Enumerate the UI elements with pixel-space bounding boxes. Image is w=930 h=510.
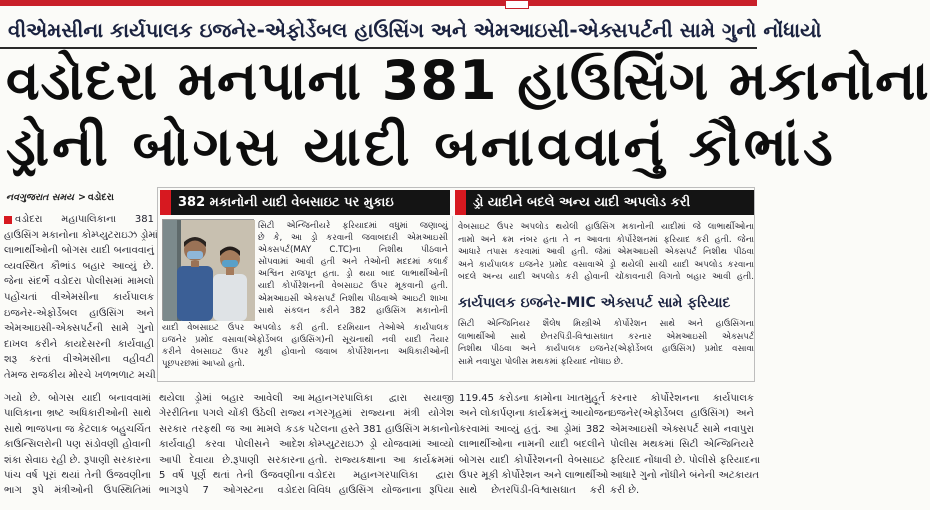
article-line: મહાનગરપાલિકા દ્વારા સયાજી <box>308 393 454 404</box>
article-line: થયેલા ડ્રોમાં બહાર આવેલી આ <box>159 393 305 404</box>
article-line: ભાગરૂપે 7 ઓગસ્ટના વડોદરા <box>159 485 305 497</box>
article-line: ફરિયાદ નોંધાવી છે. પોલીસે ફરિયાદના <box>610 454 761 466</box>
sidebar-website-text-beside-photo <box>258 220 448 317</box>
sub-headline: વીએમસીના કાર્યપાલક ઇજનેર-એફોર્ડેબલ હાઉસિંગ અને એમઆઇસી-એક્સપર્ટની સામે ગુનો નોંધાયો <box>8 18 822 42</box>
article-line: સાથે ભાજપના જ કેટલાક બહુચર્ચિત <box>4 423 151 435</box>
article-line: કરવામાં આવ્યું હતું. આ ડ્રોમાં 382 <box>459 423 605 435</box>
article-line: હાઉસિંગ મકાનોના કોમ્પ્યુટરાઇઝ ડ્રોમાં <box>4 229 158 241</box>
sidebar-website-title: 382 મકાનોની યાદી વેબસાઇટ પર મુકાઇ <box>160 190 450 215</box>
article-lead <box>4 212 158 384</box>
article-line: પાલિકાના ભ્રષ્ટ અધિકારીઓની સાથે <box>4 408 151 420</box>
sidebar-line: અને કાર્યપાલક ઇજનેર પ્રમોદ વસાવાએ ડ્રો થયેલી સાચી યાદી અપલોડ કરવાના <box>458 259 754 270</box>
photo-accused <box>162 219 254 320</box>
byline <box>6 190 156 205</box>
sidebar-line: કરીને વેબસાઇટ ઉપર મૂકી હોવાનો જવાબ કોર્પોરેશનના અધિકારીઓની <box>162 347 449 358</box>
article-line: તેમજ રાજકીય મોરચે ખળભળાટ મચી <box>4 369 156 381</box>
sidebar-line: લાભાર્થીઓ સાથે છેતરપિંડી-વિશ્વાસઘાત કરનાર એમઆઇસી એક્સપર્ટ <box>458 331 754 342</box>
article-line: નગરગૃહમાં રાજ્યના મંત્રી યોગેશ <box>308 408 454 420</box>
top-strip-box <box>505 0 529 9</box>
sidebar-line: સિટી એન્જિનિયર શૈલેષ મિસ્ત્રીએ કોર્પોરેશન સાથે અને હાઉસિંગના <box>458 319 754 329</box>
article-line: લાભાર્થીઓના નામની યાદી બદલીને <box>459 439 605 451</box>
sidebar-website-text <box>162 322 449 370</box>
sidebar-upload-text <box>458 221 754 284</box>
article-line: અને લોકાર્પણના કાર્યક્રમનું આયોજન <box>459 408 611 420</box>
article-line: ઉપર મૂકી કોર્પોરેશન અને લાભાર્થીઓ <box>459 470 609 482</box>
title-accent <box>455 190 466 215</box>
article-line: વ્યવસ્થિત કૌભાંડ બહાર આવ્યું છે. <box>4 260 154 272</box>
sidebar-line: યાદી કોર્પોરેશનની વેબસાઇટ ઉપર મૂકવાની હતી. <box>258 281 448 292</box>
article-column-2 <box>159 391 305 499</box>
person-left-neck <box>191 261 199 267</box>
sidebar-line: ઇજનેર પ્રમોદ વસાવા(એફોર્ડેબલ હાઉસિંગ)ની સૂચનાથી નવી યાદી તૈયાર <box>162 335 449 346</box>
article-line: લાભાર્થીઓની બોગસ યાદી બનાવવાનું <box>4 245 154 257</box>
article-column-1 <box>4 391 151 499</box>
sidebar-line: સિટી એન્જિનીયરે ફરિયાદમાં વધુમાં જણાવ્યું <box>258 221 448 231</box>
sidebar-line: પૂછપરછમાં આપ્યો હતો. <box>162 359 245 370</box>
person-right-neck <box>226 268 234 275</box>
article-line: સરકાર તરફથી જ આ મામલે કડક <box>159 423 305 435</box>
article-line: પટેલના હસ્તે 381 હાઉસિંગ મકાનોનો <box>308 423 460 435</box>
person-right-shirt <box>213 274 247 321</box>
byline-source: નવગુજરાત સમય <box>6 192 74 203</box>
article-line: શંકા સેવાઇ રહી છે. રૂપાણી સરકારના <box>4 454 151 466</box>
headline-line-2: ડ્રોની બોગસ યાદી બનાવવાનું કૌભાંડ <box>6 115 836 178</box>
top-strip <box>0 0 757 6</box>
article-line: ઇજનેર-એફોર્ડેબલ હાઉસિંગ અને <box>4 307 154 319</box>
sidebar-line: યાદી વેબસાઇટ ઉપર અપલોડ કરી હતી. દરમિયાન તેઓએ કાર્યપાલક <box>162 323 449 333</box>
article-line: પહોંચતાં વીએમસીના કાર્યપાલક <box>4 291 154 303</box>
article-line: વિવિધ હાઉસિંગ યોજનાના રૂપિયા <box>308 485 454 497</box>
person-left-mask <box>187 251 203 259</box>
sidebar-line: અશ્વિન રાજપૂત હતા. ડ્રો થયા બાદ લાભાર્થીઓની <box>258 269 448 280</box>
article-line: ગેરરીતિના પગલે ચોંકી ઉઠેલી રાજ્ય <box>159 408 305 420</box>
article-line: આધારે ગુનો નોંધીને બંનેની અટકાયત <box>610 470 760 482</box>
article-line: સાથે છેતરપિંડી-વિશ્વાસઘાત કરી <box>459 485 605 497</box>
article-line: ભાગ રૂપે મંત્રીઓની ઉપસ્થિતિમાં <box>4 485 151 497</box>
sidebar-line: નામો અને ક્રમ નંબર હતા તે ન આવતા કોર્પોરેશનમાં ફરિયાદ કરી હતી. જેના <box>458 234 754 245</box>
article-line: હતો. રાજ્યકક્ષાના આ કાર્યક્રમમાં <box>308 454 454 466</box>
article-line: પાંચ વર્ષ પૂરાં થયાં તેની ઉજવણીના <box>4 470 151 482</box>
sidebar-line: નિશીથ પીઠવા અને કાર્યપાલક ઇજનેર(એફોર્ડેબલ હાઉસિંગ) પ્રમોદ વસાવા <box>458 344 754 355</box>
sidebar-line: આધારે તપાસ કરવામાં આવી હતી. જેમાં એમઆઇસી એક્સપર્ટ નિશીથ પીઠવા <box>458 247 754 258</box>
sidebar-line: વેબસાઇટ ઉપર અપલોડ થયેલી હાઉસિંગ મકાનોની યાદીમાં જે લાભાર્થીઓના <box>458 222 754 232</box>
article-column-3 <box>308 391 460 499</box>
article-line: કોમ્પ્યુટરાઇઝ ડ્રો યોજવામાં આવ્યો <box>308 439 454 451</box>
article-column-5 <box>610 391 761 499</box>
article-column-4 <box>459 391 611 499</box>
article-line: કરી છે. <box>610 485 640 497</box>
article-line: કાર્યવાહી કરવા પોલીસને આદેશ <box>159 439 305 451</box>
article-line: બોગસ યાદી કોર્પોરેશનની વેબસાઇટ <box>459 454 605 466</box>
sidebar-line: બદલે અન્ય યાદી અપલોડ કરી હોવાની ચોંકાવનારી વિગતો બહાર આવી હતી. <box>458 272 754 283</box>
article-line: ઇજનેર(એફોર્ડેબલ હાઉસિંગ) અને <box>610 408 754 420</box>
person-right-mask <box>222 260 238 267</box>
sidebar-line: છે કે, આ ડ્રો કરવાની જવાબદારી એમઆઇસી <box>258 233 448 244</box>
photo-door-frame <box>163 220 177 321</box>
sidebar-upload-subtitle: કાર્યપાલક ઇજનેર-MIC એક્સપર્ટ સામે ફરિયાદ <box>458 295 731 311</box>
article-line: કરનાર કોર્પોરેશનના કાર્યપાલક <box>610 393 754 404</box>
article-line: એમઆઇસી એક્સપર્ટ સામે નવાપુરા <box>610 423 754 435</box>
sidebar-divider <box>452 216 453 380</box>
article-line: વડોદરા મહાપાલિકાના 381 <box>15 214 154 225</box>
sidebar-line: એમઆઇસી એક્સપર્ટ નિશીથ પીઠવાએ આઇટી શાખા <box>258 293 448 304</box>
article-line: ગયો છે. બોગસ યાદી બનાવવામાં <box>4 393 151 404</box>
sidebar-upload-subtext <box>458 318 754 368</box>
article-line: કાઉન્સિલરોની પણ સંડોવણી હોવાની <box>4 439 151 451</box>
article-line: જેના સંદર્ભે વડોદરા પોલીસમાં મામલો <box>4 276 154 288</box>
sidebar-line: સાથે સંકલન કરીને 382 હાઉસિંગ મકાનોની <box>258 305 448 316</box>
article-line: પોલીસ મથકમાં સિટી એન્જિનિયરે <box>610 439 754 451</box>
article-line: એમઆઇસી-એક્સપર્ટની સામે ગુનો <box>4 323 154 335</box>
sidebar-line: સોંપવામાં આવી હતી અને તેઓની મદદમાં કલાર્ક <box>258 257 448 268</box>
byline-separator: > <box>77 192 86 203</box>
article-line: 5 વર્ષ પૂર્ણ થતાં તેની ઉજવણીના <box>159 470 305 482</box>
sidebar-upload-title: ડ્રો યાદીને બદલે અન્ય યાદી અપલોડ કરી <box>455 190 754 215</box>
byline-place: વડોદરા <box>87 192 114 203</box>
article-line: દાખલ કરીને કાયદેસરની કાર્યવાહી <box>4 338 154 350</box>
article-line: 119.45 કરોડના કામોના ખાતમુહૂર્ત <box>459 393 605 404</box>
headline-line-1: વડોદરા મનપાના 381 હાઉસિંગ મકાનોના <box>6 49 930 112</box>
person-left-shirt <box>177 266 213 321</box>
title-accent <box>160 190 171 215</box>
sidebar-line: સામે નવાપુરા પોલીસ મથકમાં ફરિયાદ નોંધાઇ છે. <box>458 356 624 367</box>
article-line: વડોદરા મહાનગરપાલિકા દ્વારા <box>308 470 454 482</box>
sidebar-line: એક્સપર્ટ(MAY C.TC)ના નિશીથ પીઠવાને <box>258 245 448 256</box>
photo-accused-image <box>163 220 255 321</box>
article-line: શરૂ કરતાં વીએમસીના વહીવટી <box>4 354 154 366</box>
article-line: આપી દેવાયા છે.રૂપાણી સરકારના <box>159 454 305 466</box>
